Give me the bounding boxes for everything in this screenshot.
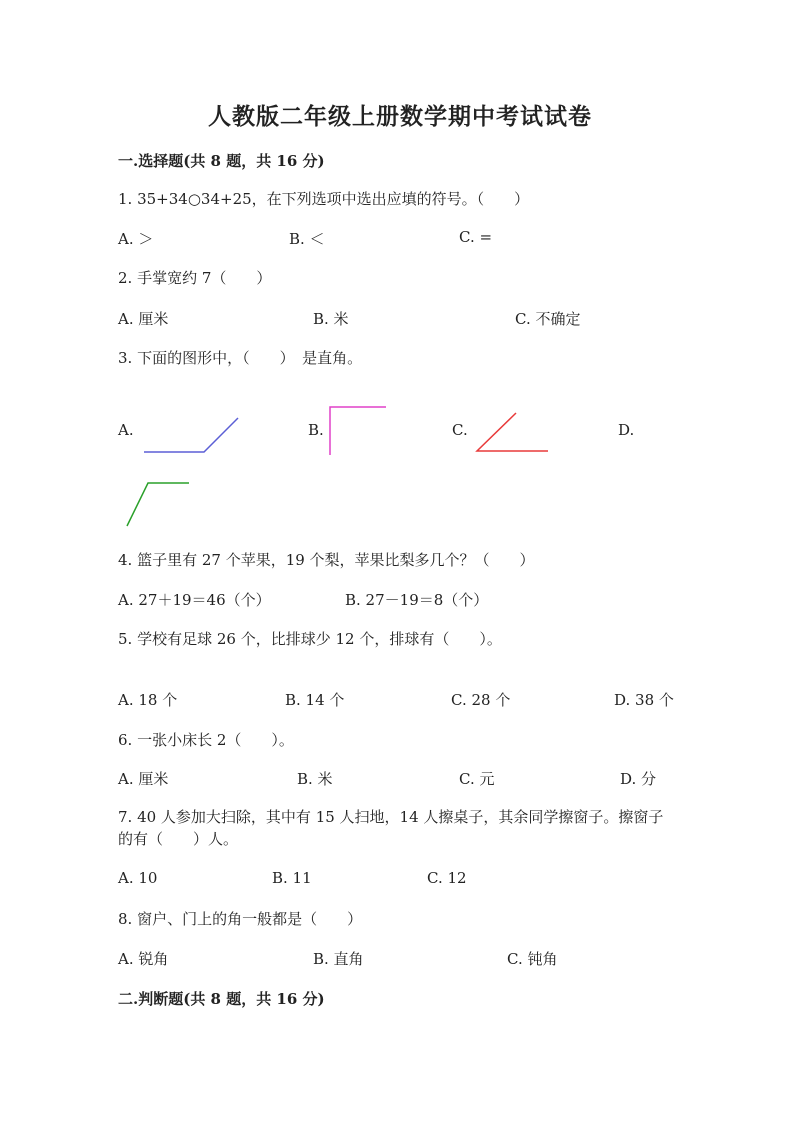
- question-4-stem: 4. 篮子里有 27 个苹果，19 个梨，苹果比梨多几个？（ ）: [118, 551, 535, 569]
- question-5-option-a[interactable]: A. 18 个: [118, 691, 178, 709]
- question-3-option-b[interactable]: B.: [308, 421, 324, 439]
- question-2-option-a[interactable]: A. 厘米: [118, 310, 169, 328]
- angle-figure-a: [140, 414, 244, 456]
- question-7-option-a[interactable]: A. 10: [118, 869, 158, 887]
- angle-figure-d: [122, 478, 194, 530]
- question-1-option-a[interactable]: A. ＞: [118, 230, 154, 248]
- question-8-stem: 8. 窗户、门上的角一般都是（ ）: [118, 910, 363, 928]
- question-6-option-d[interactable]: D. 分: [620, 770, 657, 788]
- page-title: 人教版二年级上册数学期中考试试卷: [208, 103, 592, 130]
- question-6-stem: 6. 一张小床长 2（ ）。: [118, 731, 294, 749]
- angle-d-lines: [127, 483, 189, 526]
- question-4-option-b[interactable]: B. 27－19＝8（个）: [345, 591, 489, 609]
- angle-a-lines: [144, 418, 238, 452]
- question-3-option-c[interactable]: C.: [452, 421, 468, 439]
- question-6-option-b[interactable]: B. 米: [297, 770, 333, 788]
- question-5-stem: 5. 学校有足球 26 个，比排球少 12 个，排球有（ ）。: [118, 630, 502, 648]
- question-8-option-a[interactable]: A. 锐角: [118, 950, 169, 968]
- question-1-stem: 1. 35+34○34+25，在下列选项中选出应填的符号。（ ）: [118, 190, 530, 208]
- question-3-option-d[interactable]: D.: [618, 421, 635, 439]
- question-6-option-c[interactable]: C. 元: [459, 770, 495, 788]
- section-heading-judgement: 二.判断题(共 8 题，共 16 分): [118, 990, 325, 1008]
- question-5-option-d[interactable]: D. 38 个: [614, 691, 674, 709]
- question-7-stem: 7. 40 人参加大扫除，其中有 15 人扫地，14 人擦桌子，其余同学擦窗子。擦窗子的有（ ）人。: [118, 808, 664, 848]
- angle-b-lines: [330, 407, 386, 455]
- question-1-option-c[interactable]: C. =: [459, 228, 493, 246]
- question-5-option-c[interactable]: C. 28 个: [451, 691, 511, 709]
- question-7-option-c[interactable]: C. 12: [427, 869, 467, 887]
- question-3-option-a[interactable]: A.: [118, 421, 134, 439]
- angle-figure-b: [326, 404, 390, 458]
- angle-figure-c: [472, 410, 552, 456]
- question-1-option-b[interactable]: B. ＜: [289, 230, 325, 248]
- question-7-option-b[interactable]: B. 11: [272, 869, 312, 887]
- question-5-option-b[interactable]: B. 14 个: [285, 691, 345, 709]
- question-3-stem: 3. 下面的图形中，（ ） 是直角。: [118, 349, 363, 367]
- angle-c-lines: [477, 413, 548, 451]
- question-2-stem: 2. 手掌宽约 7（ ）: [118, 269, 272, 287]
- question-6-option-a[interactable]: A. 厘米: [118, 770, 169, 788]
- section-heading-choice: 一.选择题(共 8 题，共 16 分): [118, 152, 325, 170]
- question-4-option-a[interactable]: A. 27＋19＝46（个）: [118, 591, 271, 609]
- question-2-option-c[interactable]: C. 不确定: [515, 310, 581, 328]
- question-2-option-b[interactable]: B. 米: [313, 310, 349, 328]
- question-8-option-b[interactable]: B. 直角: [313, 950, 364, 968]
- question-8-option-c[interactable]: C. 钝角: [507, 950, 558, 968]
